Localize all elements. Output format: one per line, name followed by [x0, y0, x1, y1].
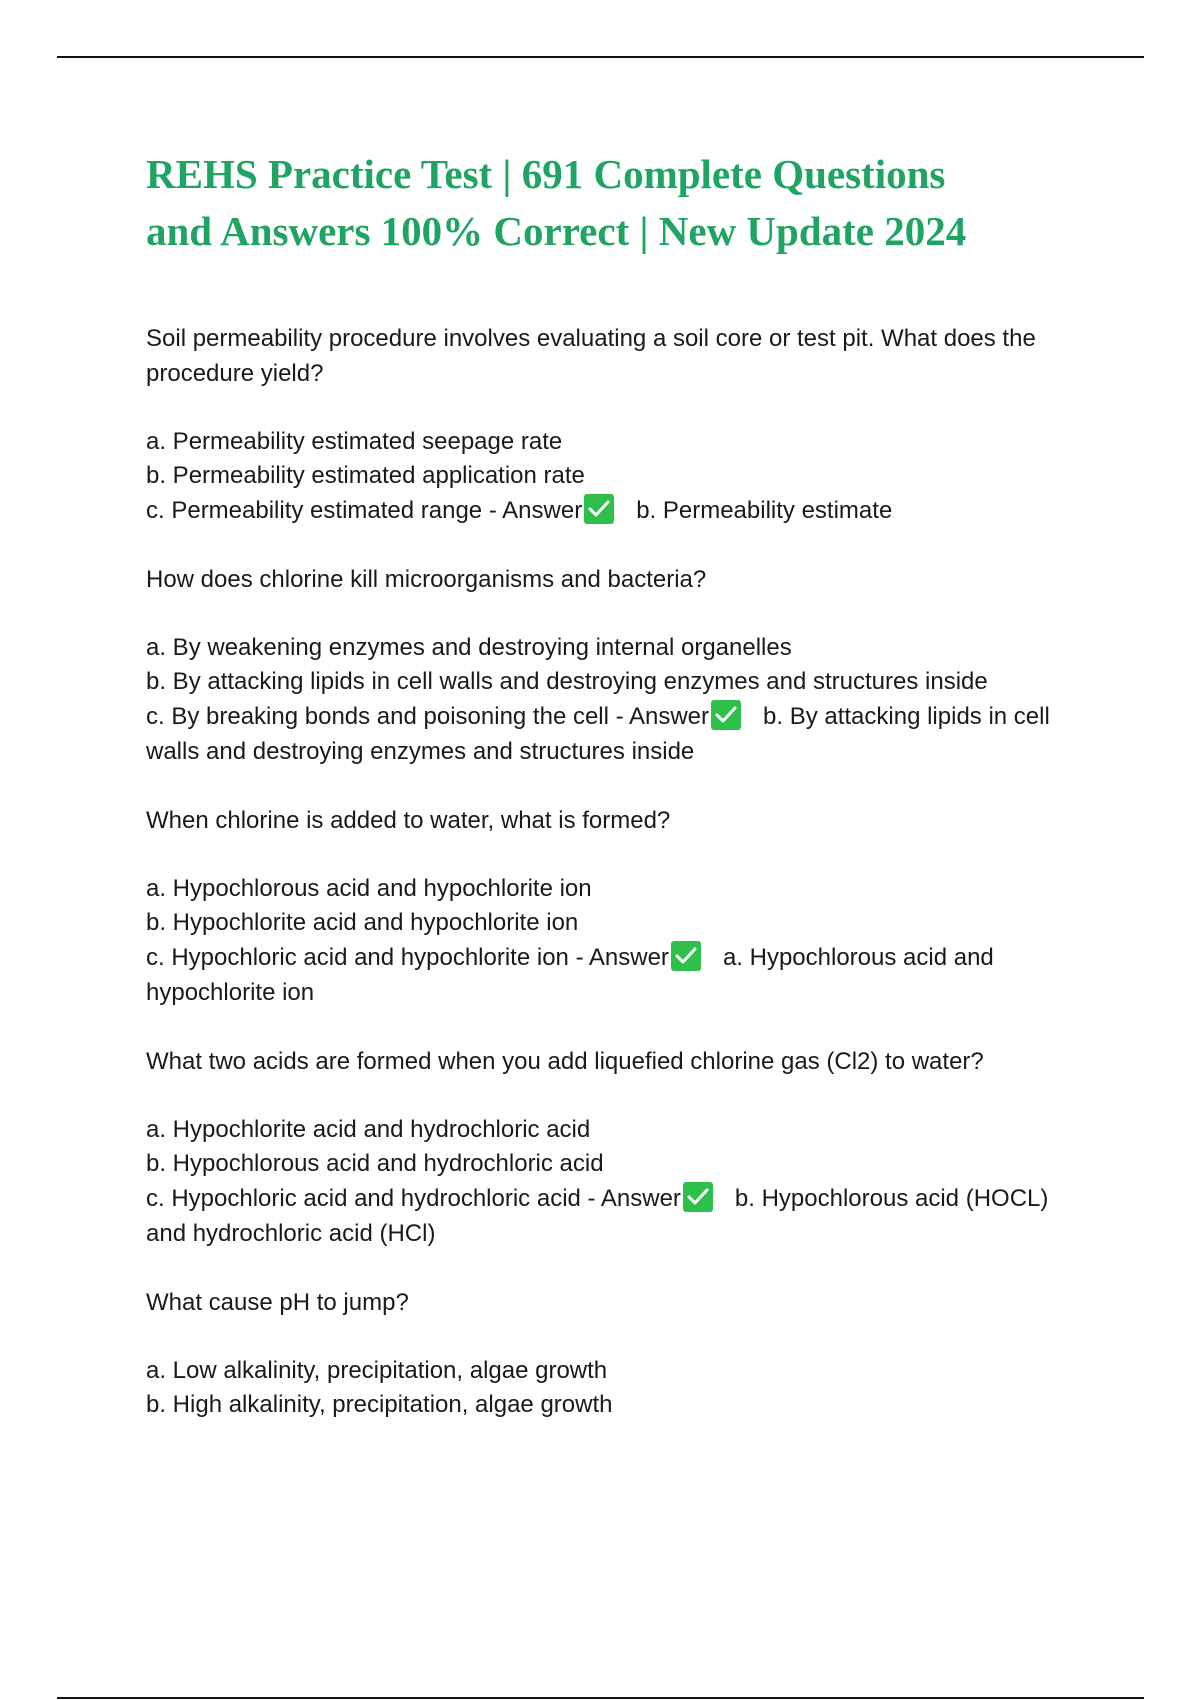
option-c-with-answer: [146, 493, 1076, 528]
question-block-4: [146, 1044, 1076, 1251]
option-c-with-answer: [146, 940, 1076, 1010]
option-b: b. High alkalinity, precipitation, algae growth: [146, 1391, 613, 1418]
option-a: a. Hypochlorite acid and hydrochloric acid: [146, 1116, 591, 1143]
top-rule: [57, 56, 1144, 58]
option-a: a. Permeability estimated seepage rate: [146, 428, 563, 455]
check-mark-icon: [711, 700, 741, 730]
option-b: b. By attacking lipids in cell walls and destroying enzymes and structures inside: [146, 668, 988, 695]
correct-answer: b. Permeability estimate: [636, 497, 893, 524]
check-mark-icon: [584, 494, 614, 524]
page-title: [146, 146, 1076, 260]
check-mark-icon: [671, 941, 701, 971]
option-a: a. Low alkalinity, precipitation, algae growth: [146, 1357, 608, 1384]
option-b: b. Hypochlorous acid and hydrochloric acid: [146, 1150, 604, 1177]
option-b: b. Hypochlorite acid and hypochlorite ion: [146, 909, 579, 936]
question-text: How does chlorine kill microorganisms and bacteria?: [146, 566, 707, 593]
option-c: c. Hypochloric acid and hydrochloric acid - Answer: [146, 1185, 681, 1212]
bottom-rule: [57, 1697, 1144, 1699]
option-c: c. Permeability estimated range - Answer: [146, 497, 583, 524]
option-a: a. By weakening enzymes and destroying internal organelles: [146, 634, 792, 661]
correct-answer: b. By attacking lipids in cell walls and destroying enzymes and structures inside: [146, 703, 1050, 765]
question-block-3: [146, 803, 1076, 1010]
option-c: c. Hypochloric acid and hypochlorite ion - Answer: [146, 944, 669, 971]
correct-answer: a. Hypochlorous acid and hypochlorite ion: [146, 944, 994, 1006]
option-c: c. By breaking bonds and poisoning the cell - Answer: [146, 703, 710, 730]
question-text: When chlorine is added to water, what is formed?: [146, 807, 671, 834]
question-text: Soil permeability procedure involves evaluating a soil core or test pit. What does the procedure yield?: [146, 325, 1036, 387]
title-line-2: and Answers 100% Correct | New Update 2024: [146, 208, 967, 254]
option-c-with-answer: [146, 699, 1076, 769]
question-text: What cause pH to jump?: [146, 1289, 409, 1316]
question-block-2: [146, 562, 1076, 769]
question-block-5: [146, 1285, 1076, 1422]
question-text: What two acids are formed when you add liquefied chlorine gas (Cl2) to water?: [146, 1048, 984, 1075]
correct-answer: b. Hypochlorous acid (HOCL) and hydrochloric acid (HCl): [146, 1185, 1049, 1247]
option-a: a. Hypochlorous acid and hypochlorite ion: [146, 875, 592, 902]
option-c-with-answer: [146, 1181, 1076, 1251]
title-line-1: REHS Practice Test | 691 Complete Questions: [146, 151, 946, 197]
question-block-1: [146, 321, 1076, 528]
check-mark-icon: [683, 1182, 713, 1212]
option-b: b. Permeability estimated application rate: [146, 462, 585, 489]
document-body: [146, 146, 1076, 1456]
question-list: [146, 321, 1076, 1422]
